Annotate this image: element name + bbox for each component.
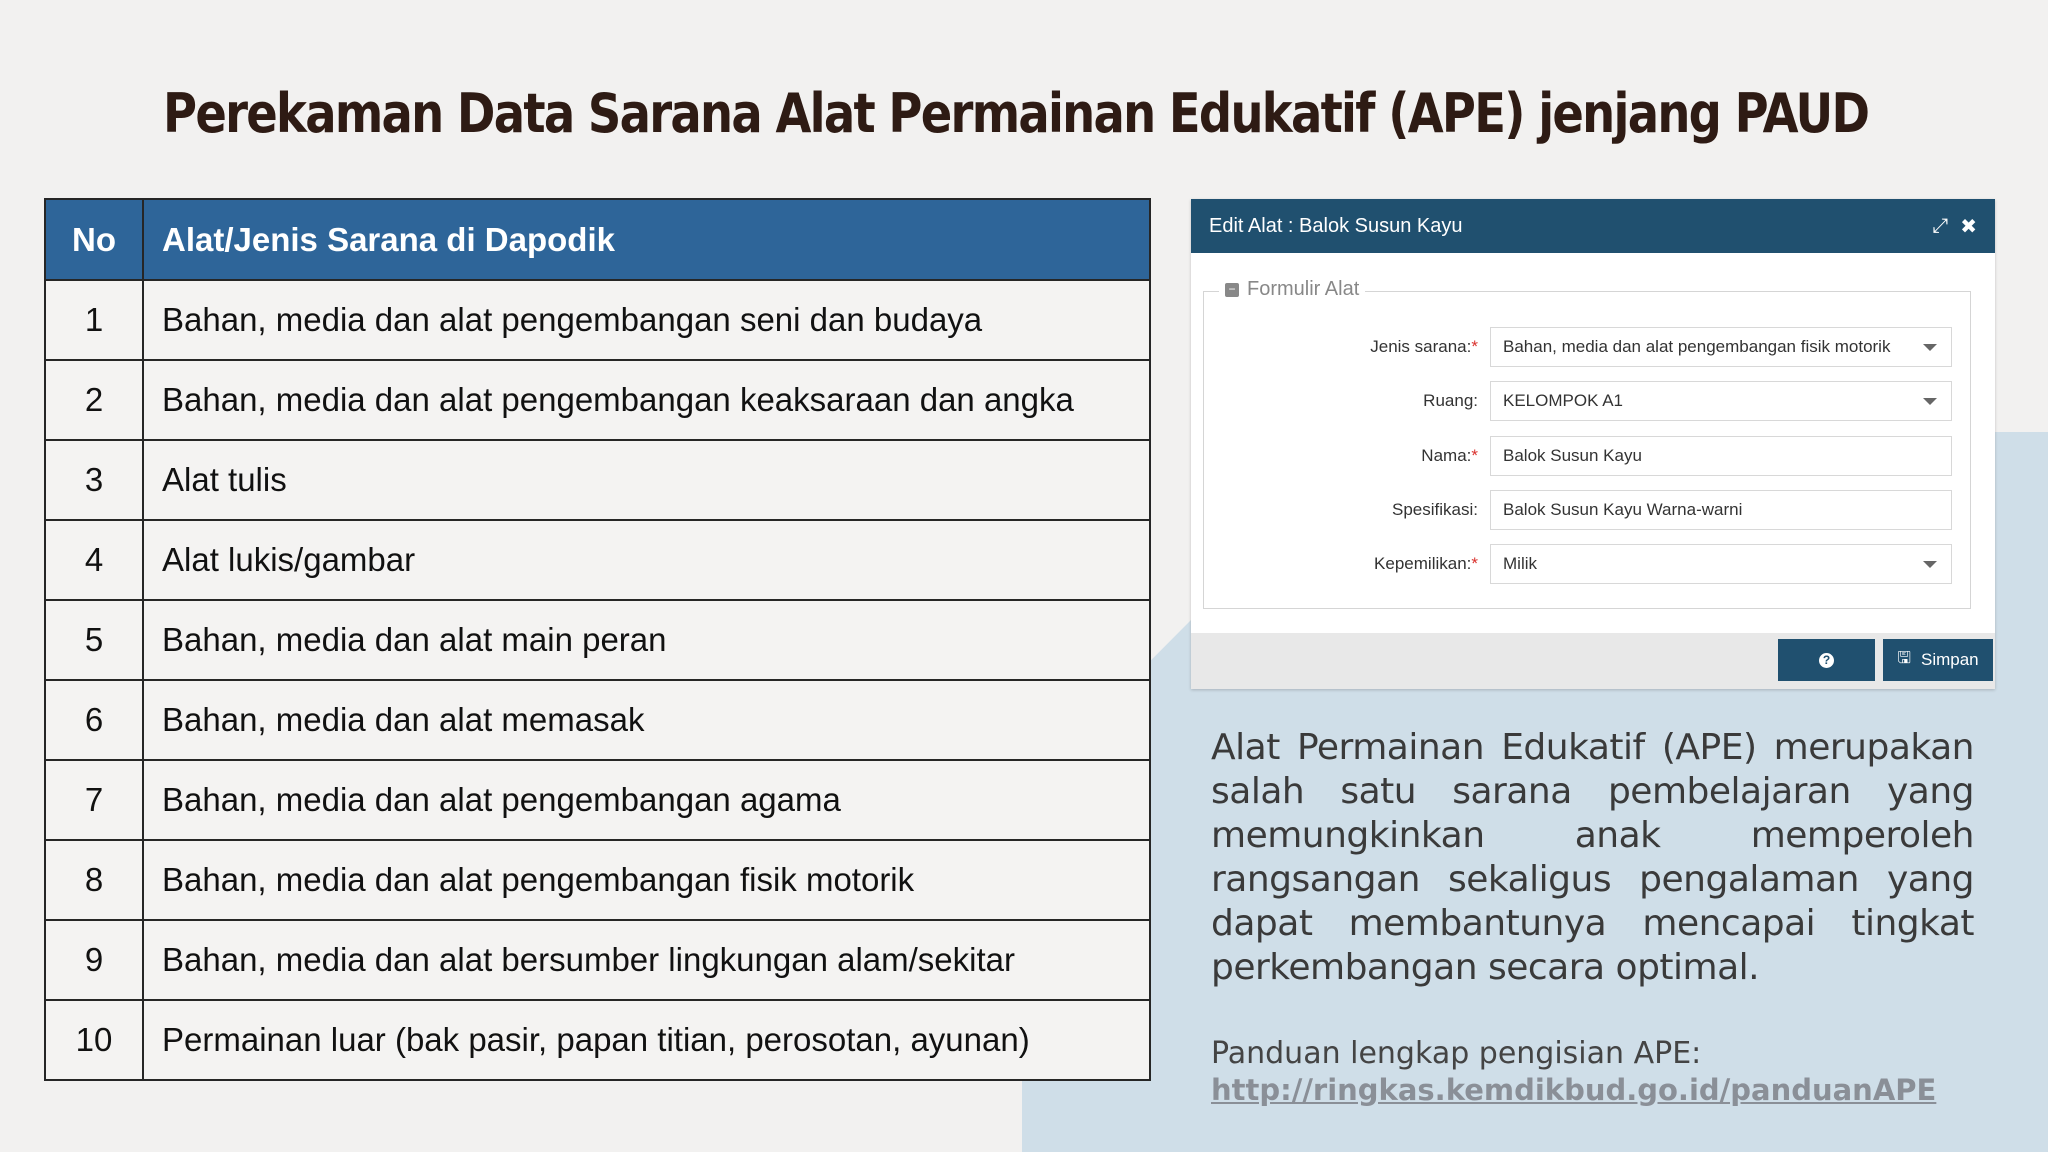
close-icon[interactable]: ✖ bbox=[1960, 215, 1977, 238]
table-row bbox=[45, 360, 1150, 440]
edit-alat-dialog bbox=[1191, 199, 1995, 689]
expand-icon[interactable]: ⤢ bbox=[1932, 214, 1949, 237]
jenis-sarana-select[interactable]: Bahan, media dan alat pengembangan fisik motorik bbox=[1490, 327, 1952, 367]
dialog-footer bbox=[1191, 633, 1995, 689]
form-row-jenis-sarana bbox=[1191, 326, 1995, 368]
help-button[interactable] bbox=[1778, 639, 1875, 681]
table-row bbox=[45, 920, 1150, 1000]
ruang-select[interactable]: KELOMPOK A1 bbox=[1490, 381, 1952, 421]
row-name: Bahan, media dan alat pengembangan fisik motorik bbox=[143, 840, 1150, 920]
row-name: Bahan, media dan alat memasak bbox=[143, 680, 1150, 760]
table-row bbox=[45, 1000, 1150, 1080]
row-number: 1 bbox=[45, 280, 143, 360]
row-number: 3 bbox=[45, 440, 143, 520]
form-row-spesifikasi bbox=[1191, 489, 1995, 531]
row-number: 8 bbox=[45, 840, 143, 920]
table-row bbox=[45, 680, 1150, 760]
sarana-table bbox=[44, 198, 1151, 1081]
form-row-kepemilikan bbox=[1191, 543, 1995, 585]
column-header-name: Alat/Jenis Sarana di Dapodik bbox=[143, 199, 1150, 280]
dialog-header bbox=[1191, 199, 1995, 253]
row-name: Bahan, media dan alat main peran bbox=[143, 600, 1150, 680]
guide-link[interactable]: http://ringkas.kemdikbud.go.id/panduanAPE bbox=[1211, 1073, 1937, 1107]
jenis-sarana-label bbox=[1191, 337, 1484, 357]
table-row bbox=[45, 840, 1150, 920]
table-row bbox=[45, 440, 1150, 520]
form-row-ruang bbox=[1191, 380, 1995, 422]
row-number: 10 bbox=[45, 1000, 143, 1080]
row-name: Alat lukis/gambar bbox=[143, 520, 1150, 600]
row-number: 5 bbox=[45, 600, 143, 680]
row-name: Bahan, media dan alat pengembangan agama bbox=[143, 760, 1150, 840]
ruang-label bbox=[1191, 391, 1484, 411]
label-text: Kepemilikan: bbox=[1374, 554, 1472, 573]
row-number: 7 bbox=[45, 760, 143, 840]
fieldset-legend[interactable] bbox=[1219, 278, 1365, 301]
collapse-icon[interactable]: − bbox=[1225, 283, 1239, 297]
table-header-row bbox=[45, 199, 1150, 280]
row-name: Bahan, media dan alat pengembangan seni dan budaya bbox=[143, 280, 1150, 360]
guide-label: Panduan lengkap pengisian APE: bbox=[1211, 1036, 1702, 1071]
row-name: Bahan, media dan alat pengembangan keaksaraan dan angka bbox=[143, 360, 1150, 440]
nama-label bbox=[1191, 446, 1484, 466]
row-name: Bahan, media dan alat bersumber lingkungan alam/sekitar bbox=[143, 920, 1150, 1000]
label-text: Jenis sarana: bbox=[1370, 337, 1472, 356]
required-marker: * bbox=[1471, 446, 1478, 465]
spesifikasi-input[interactable]: Balok Susun Kayu Warna-warni bbox=[1490, 490, 1952, 530]
row-number: 6 bbox=[45, 680, 143, 760]
save-label: Simpan bbox=[1921, 650, 1979, 669]
label-text: Spesifikasi: bbox=[1392, 500, 1478, 519]
label-text: Ruang: bbox=[1423, 391, 1478, 410]
nama-input[interactable]: Balok Susun Kayu bbox=[1490, 436, 1952, 476]
column-header-no: No bbox=[45, 199, 143, 280]
row-number: 4 bbox=[45, 520, 143, 600]
row-name: Alat tulis bbox=[143, 440, 1150, 520]
form-row-nama bbox=[1191, 435, 1995, 477]
help-icon: ? bbox=[1819, 653, 1834, 668]
legend-label: Formulir Alat bbox=[1247, 278, 1360, 300]
save-button[interactable] bbox=[1883, 639, 1993, 681]
row-name: Permainan luar (bak pasir, papan titian, perosotan, ayunan) bbox=[143, 1000, 1150, 1080]
table-row bbox=[45, 760, 1150, 840]
table-row bbox=[45, 520, 1150, 600]
required-marker: * bbox=[1471, 337, 1478, 356]
row-number: 2 bbox=[45, 360, 143, 440]
spesifikasi-label bbox=[1191, 500, 1484, 520]
floppy-disk-icon: 🖫 bbox=[1897, 649, 1911, 667]
page-title: Perekaman Data Sarana Alat Permainan Edukatif (APE) jenjang PAUD bbox=[163, 82, 1869, 145]
kepemilikan-select[interactable]: Milik bbox=[1490, 544, 1952, 584]
table-row bbox=[45, 600, 1150, 680]
ape-description: Alat Permainan Edukatif (APE) merupakan salah satu sarana pembelajaran yang memungkinkan anak memperoleh rangsangan sekaligus pengalaman yang dapat membantunya mencapai tingkat perkembangan secara optimal. bbox=[1211, 727, 1974, 988]
dialog-title: Edit Alat : Balok Susun Kayu bbox=[1209, 214, 1463, 237]
required-marker: * bbox=[1471, 554, 1478, 573]
row-number: 9 bbox=[45, 920, 143, 1000]
table-row bbox=[45, 280, 1150, 360]
kepemilikan-label bbox=[1191, 554, 1484, 574]
label-text: Nama: bbox=[1421, 446, 1472, 465]
